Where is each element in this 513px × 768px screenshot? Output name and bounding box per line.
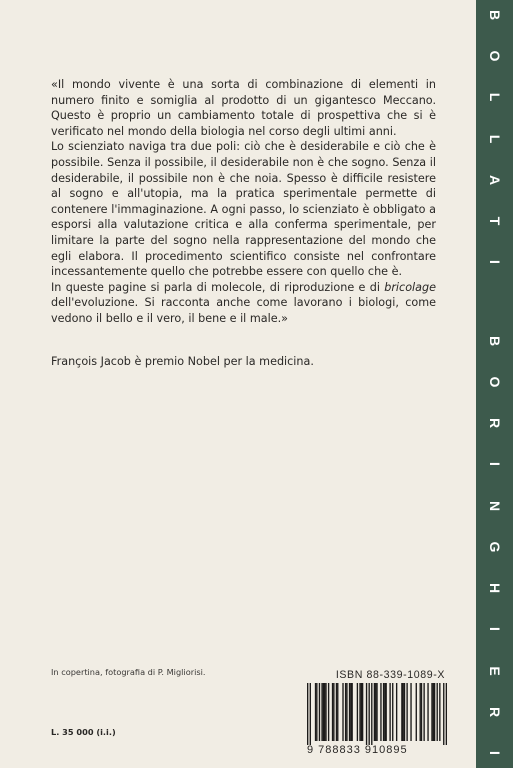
barcode-bar	[403, 683, 404, 741]
barcode-bar	[386, 683, 387, 741]
spine-letter: R	[486, 418, 503, 429]
barcode-bar	[376, 683, 377, 741]
barcode-bar	[362, 683, 363, 741]
barcode-bar	[437, 683, 438, 741]
barcode-bar	[371, 683, 372, 745]
barcode-bar	[315, 683, 316, 741]
barcode-bar	[359, 683, 360, 741]
barcode-bar	[383, 683, 384, 741]
barcode-bar	[310, 683, 311, 745]
spine-letter: L	[486, 93, 503, 102]
barcode-bar	[404, 683, 405, 741]
barcode-bar	[346, 683, 347, 741]
barcode-bar	[337, 683, 338, 741]
barcode-digits: 9 788833 910895	[307, 744, 408, 756]
barcode-bar	[389, 683, 390, 741]
barcode-bar	[446, 683, 447, 745]
barcode-bar	[420, 683, 421, 741]
barcode-bar	[406, 683, 407, 741]
blurb-paragraph-1: «Il mondo vivente è una sorta di combinazione di elementi in numero finito e somiglia al prodotto di un gigantesco Meccano. Questo è proprio un cambiamento totale di prospettiva che si è verificato nel mondo della biologia nel corso degli ultimi anni.	[51, 78, 436, 138]
blurb-text	[51, 77, 436, 327]
barcode-bar	[374, 683, 375, 741]
barcode-bar	[439, 683, 440, 741]
barcode-bar	[366, 683, 367, 745]
isbn-block	[307, 669, 447, 756]
barcode-bar	[324, 683, 325, 741]
barcode-bar	[307, 683, 308, 745]
barcode-bar	[380, 683, 381, 741]
barcode-bar	[396, 683, 397, 741]
barcode-bar	[349, 683, 350, 741]
spine-letter: B	[486, 9, 503, 21]
spine-letter: I	[486, 260, 503, 265]
spine-letter: A	[486, 174, 503, 185]
blurb-paragraph-3-end: dell'evoluzione. Si racconta anche come lavorano i biologi, come vedono il bello e il vero, il bene e il male.»	[51, 296, 436, 325]
blurb-paragraph-2: Lo scienziato naviga tra due poli: ciò che è desiderabile e ciò che è possibile. Senza il possibile, il desiderabile non è che sogno. Senza il desiderabile, il possibile non è che noia. Spesso è difficile resistere al sogno e all'utopia, ma la pratica sperimentale permette di contenere l'immaginazione. A ogni passo, lo scienziato è obbligato a esporsi alla valutazione critica e alla conferma sperimentale, per limitare la parte del sogno nella rappresentazione del mondo che egli elabora. Il procedimento scientifico consiste nel confrontare incessantemente quello che potrebbe essere con quello che è.	[51, 140, 436, 279]
barcode-bar	[427, 683, 428, 741]
barcode-bar	[431, 683, 432, 741]
barcode-bar	[333, 683, 334, 741]
blurb-italic-term: bricolage	[384, 280, 436, 294]
barcode-bar	[319, 683, 320, 741]
isbn-label: ISBN 88-339-1089-X	[335, 669, 445, 681]
blurb-paragraph-3	[51, 280, 436, 327]
barcode	[307, 683, 447, 745]
spine-publisher-name	[476, 8, 513, 760]
spine-letter: H	[486, 583, 503, 594]
barcode-bar	[351, 683, 352, 741]
barcode-bar	[342, 683, 343, 741]
barcode-bar	[423, 683, 424, 741]
barcode-bar	[323, 683, 324, 741]
price-label: L. 35 000 (i.i.)	[51, 727, 116, 737]
spine-letter: T	[486, 216, 503, 226]
barcode-bar	[350, 683, 351, 741]
barcode-bar	[433, 683, 434, 741]
barcode-bar	[345, 683, 346, 741]
barcode-bar	[369, 683, 370, 745]
barcode-bar	[361, 683, 362, 741]
barcode-bar	[332, 683, 333, 741]
barcode-bar	[357, 683, 358, 741]
barcode-bar	[321, 683, 322, 741]
barcode-bar	[316, 683, 317, 741]
spine-letter: I	[486, 462, 503, 467]
spine-letter: R	[486, 706, 503, 717]
spine-letter: I	[486, 750, 503, 755]
blurb-paragraph-3-start: In queste pagine si parla di molecole, di riproduzione e di	[51, 280, 385, 294]
barcode-bar	[410, 683, 411, 741]
spine-letter: G	[486, 541, 503, 553]
spine-letter: O	[486, 50, 503, 62]
barcode-bar	[392, 683, 393, 741]
spine-letter: L	[486, 134, 503, 143]
spine-letter: I	[486, 627, 503, 632]
spine-letter: O	[486, 376, 503, 388]
author-note: François Jacob è premio Nobel per la medicina.	[51, 355, 314, 368]
barcode-bar	[328, 683, 329, 741]
barcode-bar	[434, 683, 435, 741]
cover-credit: In copertina, fotografia di P. Migliorisi.	[51, 667, 206, 677]
barcode-bar	[401, 683, 402, 741]
spine-letter: B	[486, 335, 503, 346]
barcode-bar	[325, 683, 326, 741]
barcode-bar	[336, 683, 337, 741]
publisher-spine-band	[476, 0, 513, 768]
barcode-bar	[384, 683, 385, 741]
barcode-bar	[443, 683, 444, 745]
barcode-bar	[416, 683, 417, 741]
spine-letter: E	[486, 665, 503, 676]
barcode-bar	[375, 683, 376, 741]
spine-letter: N	[486, 500, 503, 511]
barcode-bar	[421, 683, 422, 741]
